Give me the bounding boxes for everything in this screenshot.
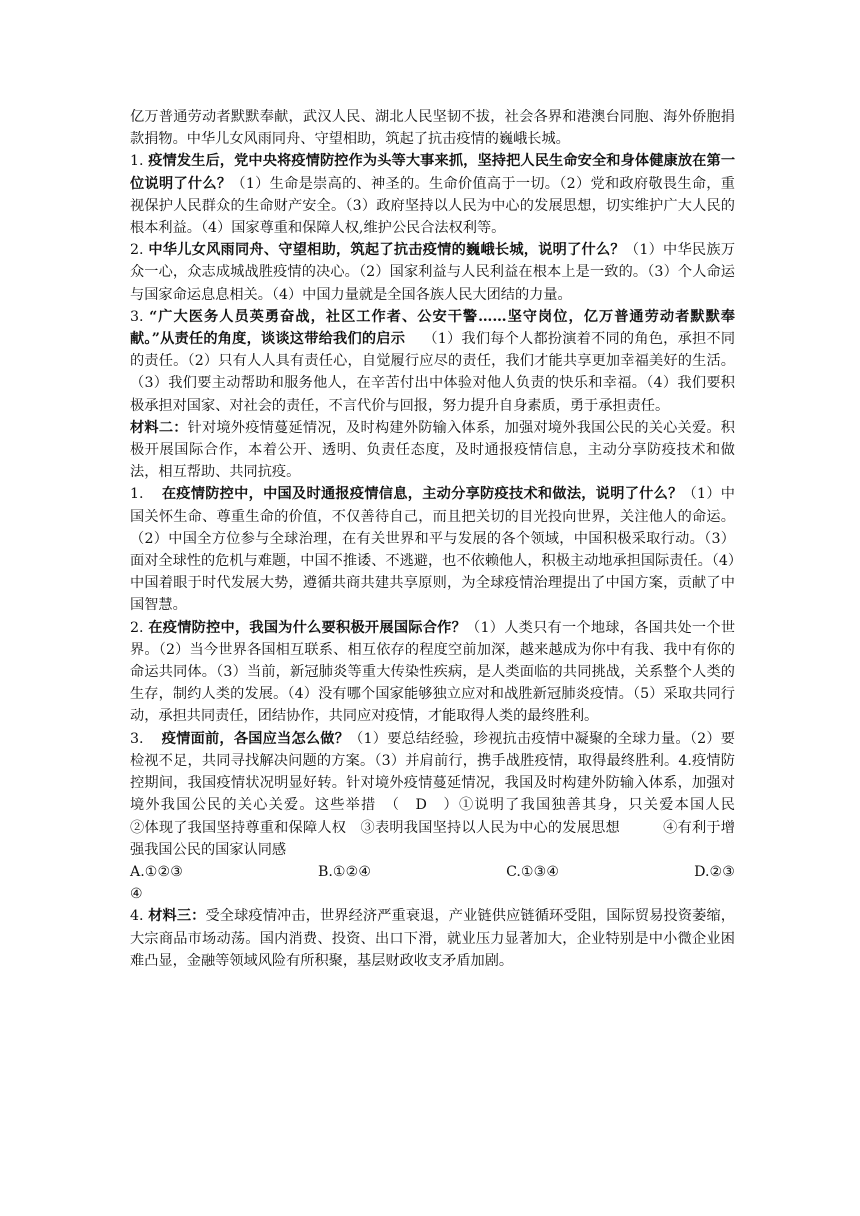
- question-2: [130, 239, 735, 306]
- material-2-question-1: [130, 483, 735, 616]
- option-d: D.②③: [694, 863, 735, 880]
- material-2-question-3-number: 3.: [130, 730, 144, 747]
- material-2-question-3-title: 疫情面前，各国应当怎么做？: [161, 730, 350, 747]
- option-c: C.①③④: [506, 863, 560, 880]
- material-2-question-1-title: 在疫情防控中，中国及时通报疫情信息，主动分享防疫技术和做法，说明了什么？: [161, 486, 683, 503]
- question-1: [130, 150, 735, 239]
- material-2-question-2-answer: （1）人类只有一个地球，各国共处一个世界。（2）当今世界各国相互联系、相互依存的程度空前加深，越来越成为你中有我、我中有你的命运共同体。（3）当前，新冠肺炎等重大传染性疾病，是人类面临的共同挑战，关系整个人类的生存，制约人类的发展。（4）没有哪个国家能够独立应对和战胜新冠肺炎疫情。（5）采取共同行动，承担共同责任，团结协作，共同应对疫情，才能取得人类的最终胜利。: [130, 619, 736, 725]
- question-2-answer: （1）中华民族万众一心，众志成城战胜疫情的决心。（2）国家利益与人民利益在根本上是一致的。（3）个人命运与国家命运息息相关。（4）中国力量就是全国各族人民大团结的力量。: [130, 242, 736, 303]
- question-1-answer: （1）生命是崇高的、神圣的。生命价值高于一切。（2）党和政府敬畏生命，重视保护人民群众的生命财产安全。（3）政府坚持以人民为中心的发展思想，切实维护广大人民的根本利益。（4）国家尊重和保障人权,维护公民合法权利等。: [130, 175, 735, 237]
- material-2-label: 材料二：: [130, 419, 188, 436]
- question-1-number: 1.: [130, 153, 149, 170]
- question-2-number: 2.: [130, 242, 149, 259]
- intro-paragraph: [130, 106, 735, 150]
- question-3-title: “广大医务人员英勇奋战，社区工作者、公安干警……坚守岗位，亿万普通劳动者默默奉献。”从责任的角度，谈谈这带给我们的启示: [130, 308, 735, 348]
- question-1-title: 疫情发生后，党中央将疫情防控作为头等大事来抓，坚持把人民生命安全和身体健康放在第一位说明了什么？: [130, 153, 736, 192]
- material-3: [130, 905, 735, 972]
- choice-options: [130, 861, 735, 905]
- material-2-question-2-title: 在疫情防控中，我国为什么要积极开展国际合作？: [148, 619, 467, 636]
- material-3-label: 材料三：: [148, 908, 206, 925]
- material-2-question-2-number: 2.: [130, 619, 149, 636]
- material-2-question-3-answer: （1）要总结经验，珍视抗击疫情中凝聚的全球力量。（2）要检视不足，共同寻找解决问题的方案。（3）并肩前行，携手战胜疫情，取得最终胜利。4.疫情防控期间，我国疫情状况明显好转。针对境外疫情蔓延情况，我国及时构建外防输入体系，加强对境外我国公民的关心关爱。这些举措 （ D ）①说明了我国独善其身，只关爱本国人民 ②体现了我国坚持尊重和保障人权 ③表明我国坚持以人民为中心的发展思想 ④有利于增强我国公民的国家认同感: [130, 730, 778, 858]
- intro-text: 亿万普通劳动者默默奉献，武汉人民、湖北人民坚韧不拔，社会各界和港澳台同胞、海外侨胞捐款捐物。中华儿女风雨同舟、守望相助，筑起了抗击疫情的巍峨长城。: [130, 109, 735, 148]
- option-a: A.①②③: [130, 863, 183, 880]
- document-page: [130, 106, 778, 972]
- material-2-question-1-answer: （1）中国关怀生命、尊重生命的价值，不仅善待自己，而且把关切的目光投向世界，关注他人的命运。（2）中国全方位参与全球治理，在有关世界和平与发展的各个领域，中国积极采取行动。（3）面对全球性的危机与难题，中国不推诿、不逃避，也不依赖他人，积极主动地承担国际责任。（4）中国着眼于时代发展大势，遵循共商共建共享原则，为全球疫情治理提出了中国方案，贡献了中国智慧。: [130, 486, 735, 614]
- material-2-question-1-number: 1.: [130, 486, 144, 503]
- material-2-text: 针对境外疫情蔓延情况，及时构建外防输入体系，加强对境外我国公民的关心关爱。积极开展国际合作，本着公开、透明、负责任态度，及时通报疫情信息，主动分享防疫技术和做法，相互帮助、共同抗疫。: [130, 419, 735, 481]
- option-d-tail: ④: [130, 886, 143, 903]
- material-3-number: 4.: [130, 908, 149, 925]
- material-3-text: 受全球疫情冲击，世界经济严重衰退，产业链供应链循环受阻，国际贸易投资萎缩，大宗商品市场动荡。国内消费、投资、出口下滑，就业压力显著加大，企业特别是中小微企业困难凸显，金融等领域风险有所积聚，基层财政收支矛盾加剧。: [130, 908, 735, 969]
- material-2-question-2: [130, 617, 735, 728]
- option-b: B.①②④: [317, 863, 372, 880]
- question-2-title: 中华儿女风雨同舟、守望相助，筑起了抗击疫情的巍峨长城，说明了什么？: [148, 242, 625, 259]
- material-2-question-3: [130, 728, 778, 861]
- question-3-number: 3.: [130, 308, 150, 325]
- question-3-answer: （1）我们每个人都扮演着不同的角色，承担不同的责任。（2）只有人人具有责任心，自觉履行应尽的责任，我们才能共享更加幸福美好的生活。（3）我们要主动帮助和服务他人，在辛苦付出中体验对他人负责的快乐和幸福。（4）我们要积极承担对国家、对社会的责任，不言代价与回报，努力提升自身素质，勇于承担责任。: [130, 331, 736, 414]
- question-3: [130, 306, 735, 417]
- material-2: [130, 417, 735, 484]
